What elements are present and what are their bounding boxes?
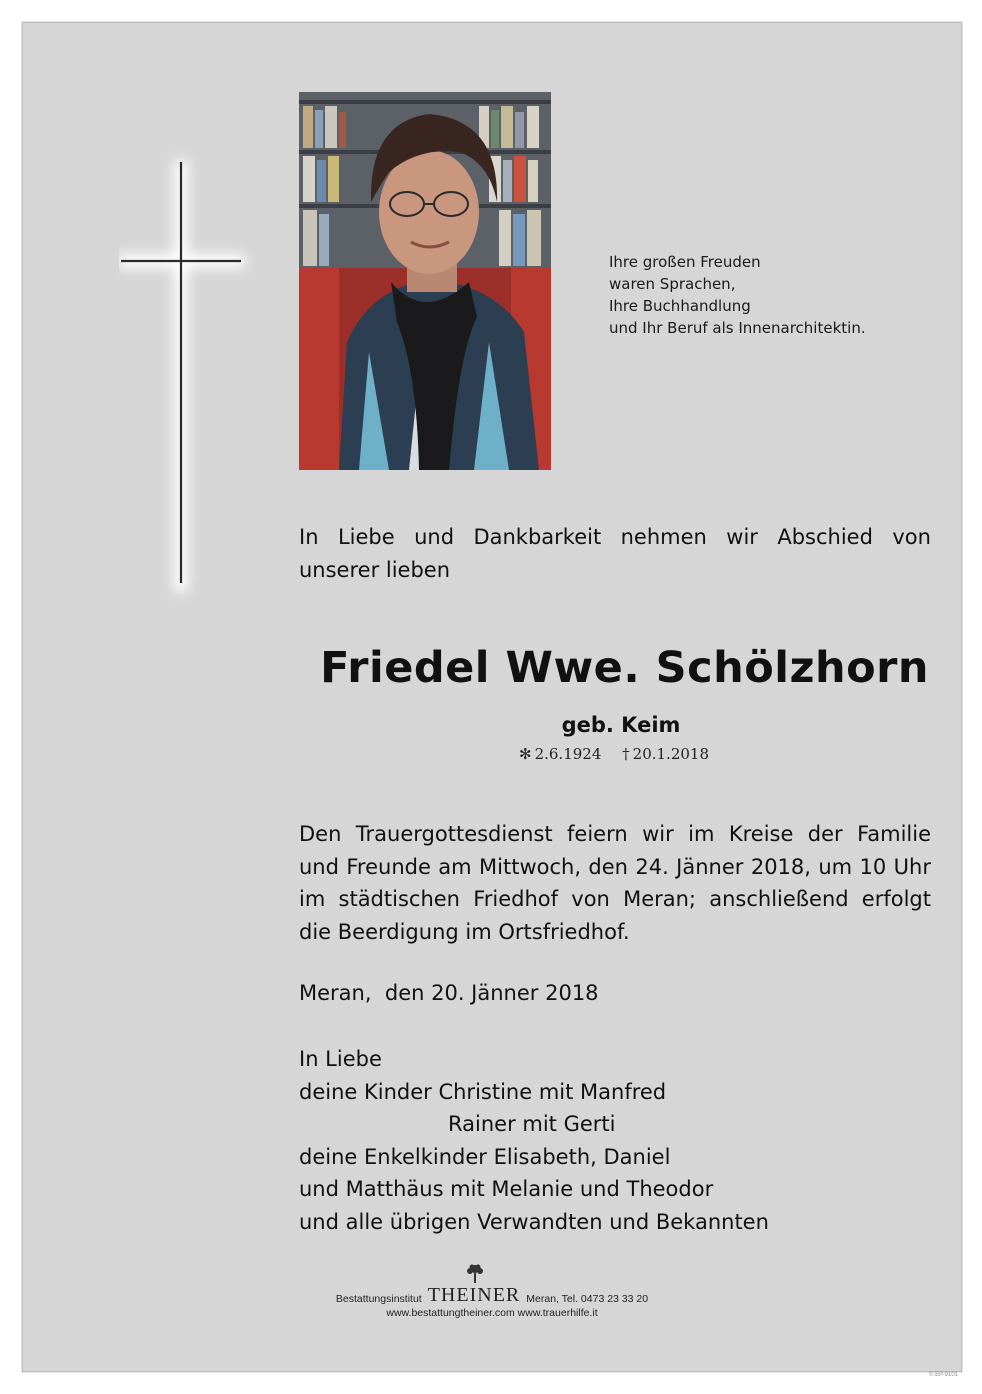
died-date-text: 20.1.2018 <box>632 745 709 763</box>
tree-logo-icon <box>462 1263 488 1285</box>
deceased-name: Friedel Wwe. Schölzhorn <box>320 643 929 693</box>
intro-word: Dankbarkeit <box>473 525 602 549</box>
footer-contact: Meran, Tel. 0473 23 33 20 <box>526 1293 649 1305</box>
born-date <box>519 745 601 763</box>
service-text <box>299 818 931 948</box>
family-signatures <box>299 1043 931 1238</box>
quote-line: Ihre großen Freuden <box>609 253 761 271</box>
intro-line-1 <box>299 521 931 554</box>
brand-logo <box>428 1285 521 1305</box>
birth-name <box>299 713 929 737</box>
brand-name: THEINER <box>427 1284 521 1306</box>
product-code: © EP 9101 <box>929 1372 958 1378</box>
intro-word: Liebe <box>337 525 395 549</box>
birth-star-icon: ✻ <box>519 745 532 763</box>
family-line: Rainer mit Gerti <box>448 1112 616 1136</box>
birth-name-text: geb. Keim <box>561 713 681 737</box>
service-line <box>299 851 931 884</box>
intro-text <box>299 521 931 587</box>
intro-line-2: unserer lieben <box>299 558 451 582</box>
family-line: deine Kinder Christine mit Manfred <box>299 1079 667 1104</box>
obituary-card <box>22 22 962 1372</box>
life-dates <box>299 745 929 763</box>
service-line <box>299 883 931 916</box>
quote-line: und Ihr Beruf als Innenarchitektin. <box>609 319 866 337</box>
intro-word: und <box>414 525 455 549</box>
born-date-text: 2.6.1924 <box>534 745 602 763</box>
quote-text <box>609 251 909 339</box>
service-last-line: die Beerdigung im Ortsfriedhof. <box>299 919 630 944</box>
family-line: und Matthäus mit Melanie und Theodor <box>299 1177 714 1201</box>
portrait-photo <box>299 92 551 470</box>
footer-websites: www.bestattungtheiner.com www.trauerhilfe.it <box>386 1307 598 1319</box>
service-line-text: Den Trauergottesdienst feiern wir im Kreise der Familie <box>299 822 931 846</box>
intro-word: nehmen <box>620 525 707 549</box>
funeral-home-footer <box>23 1285 961 1319</box>
intro-word: von <box>892 525 931 549</box>
place-date: Meran, den 20. Jänner 2018 <box>299 981 599 1005</box>
died-date <box>622 745 709 763</box>
footer-row <box>23 1285 961 1305</box>
service-line <box>299 818 931 851</box>
family-line: deine Enkelkinder Elisabeth, Daniel <box>299 1144 671 1169</box>
intro-word: In <box>299 525 319 549</box>
quote-line: Ihre Buchhandlung <box>609 297 751 315</box>
death-cross-icon: † <box>622 745 630 763</box>
service-line-text: und Freunde am Mittwoch, den 24. Jänner 2018, um 10 Uhr <box>299 854 931 879</box>
family-line: und alle übrigen Verwandten und Bekannten <box>299 1209 769 1234</box>
cross-icon <box>119 138 269 618</box>
family-line: In Liebe <box>299 1047 382 1071</box>
quote-line: waren Sprachen, <box>609 275 736 293</box>
intro-word: wir <box>726 525 758 549</box>
intro-word: Abschied <box>777 525 873 549</box>
service-line-text: im städtischen Friedhof von Meran; anschließend erfolgt <box>299 887 931 911</box>
footer-prefix: Bestattungsinstitut <box>335 1293 422 1305</box>
